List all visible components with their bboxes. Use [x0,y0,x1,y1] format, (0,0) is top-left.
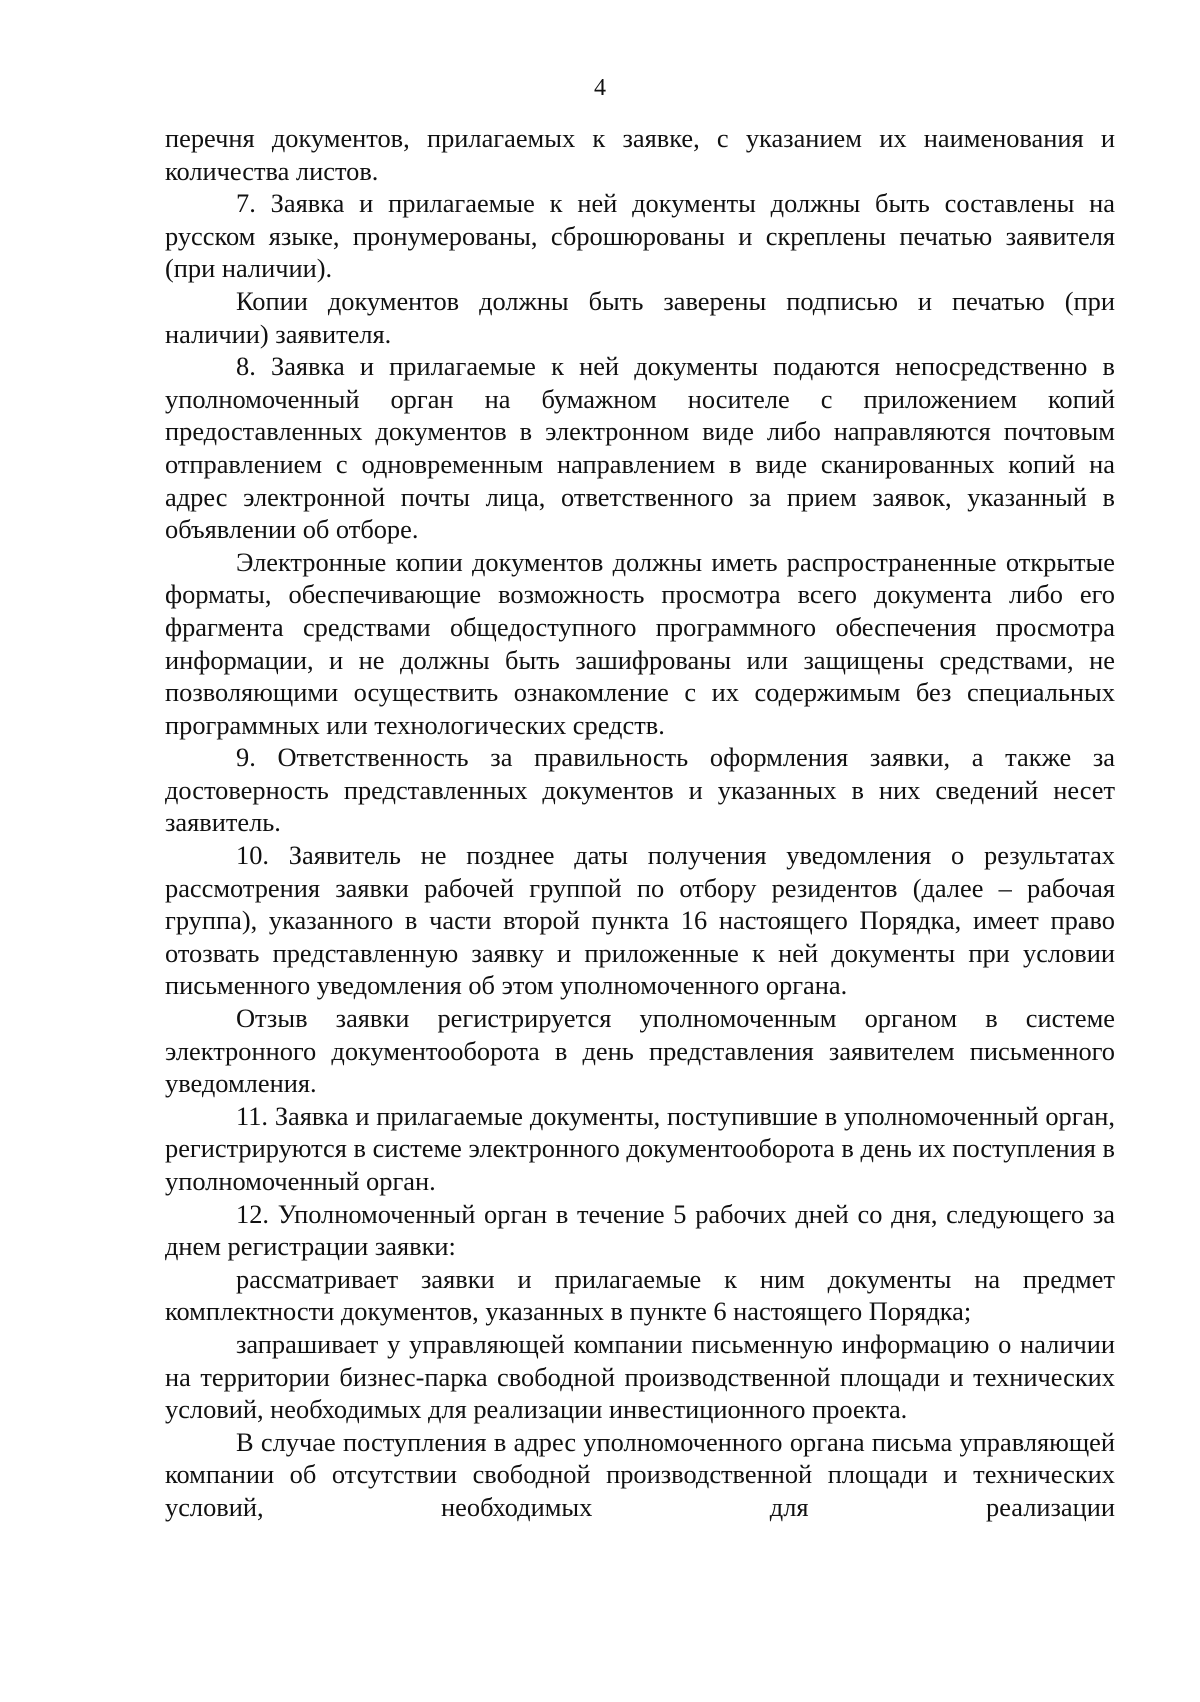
page-number: 4 [594,75,606,101]
paragraph-continuation: перечня документов, прилагаемых к заявке, с указанием их наименования и количества листов. [165,123,1115,186]
paragraph-reviews: рассматривает заявки и прилагаемые к ним документы на предмет комплектности документов, указанных в пункте 6 настоящего Порядка; [165,1263,1115,1327]
paragraph-item-8: 8. Заявка и прилагаемые к ней документы подаются непосредственно в уполномоченный орган на бумажном носителе с приложением копий предоставленных документов в электронном виде либо направляются почтовым отправлением с одновременным направлением в виде сканированных копий на адрес электронной почты лица, ответственного за прием заявок, указанный в объявлении об отборе. [165,351,1115,545]
paragraph-requests: запрашивает у управляющей компании письменную информацию о наличии на территории бизнес-парка свободной производственной площади и технических условий, необходимых для реализации инвестиционного проекта. [165,1328,1115,1425]
paragraph-case: В случае поступления в адрес уполномоченного органа письма управляющей компании об отсутствии свободной производственной площади и технических условий, необходимых для реализации [165,1426,1115,1522]
document-body [165,122,1115,1524]
paragraph-item-11: 11. Заявка и прилагаемые документы, поступившие в уполномоченный орган, регистрируются в системе электронного документооборота в день их поступления в уполномоченный орган. [165,1100,1115,1196]
paragraph-item-10: 10. Заявитель не позднее даты получения уведомления о результатах рассмотрения заявки рабочей группой по отбору резидентов (далее – рабочая группа), указанного в части второй пункта 16 настоящего Порядка, имеет право отозвать представленную заявку и приложенные к ней документы при условии письменного уведомления об этом уполномоченного органа. [165,840,1115,1001]
paragraph-item-9: 9. Ответственность за правильность оформления заявки, а также за достоверность представленных документов и указанных в них сведений несет заявитель. [165,742,1115,838]
paragraph-copies: Копии документов должны быть заверены подписью и печатью (при наличии) заявителя. [165,285,1115,349]
paragraph-withdrawal: Отзыв заявки регистрируется уполномоченным органом в системе электронного документооборота в день представления заявителем письменного уведомления. [165,1003,1115,1099]
paragraph-item-7: 7. Заявка и прилагаемые к ней документы должны быть составлены на русском языке, пронумерованы, сброшюрованы и скреплены печатью заявителя (при наличии). [165,188,1115,284]
paragraph-item-12: 12. Уполномоченный орган в течение 5 рабочих дней со дня, следующего за днем регистрации заявки: [165,1198,1115,1262]
paragraph-electronic-copies: Электронные копии документов должны иметь распространенные открытые форматы, обеспечивающие возможность просмотра всего документа либо его фрагмента средствами общедоступного программного обеспечения просмотра информации, и не должны быть зашифрованы или защищены средствами, не позволяющими осуществить ознакомление с их содержимым без специальных программных или технологических средств. [165,546,1115,740]
